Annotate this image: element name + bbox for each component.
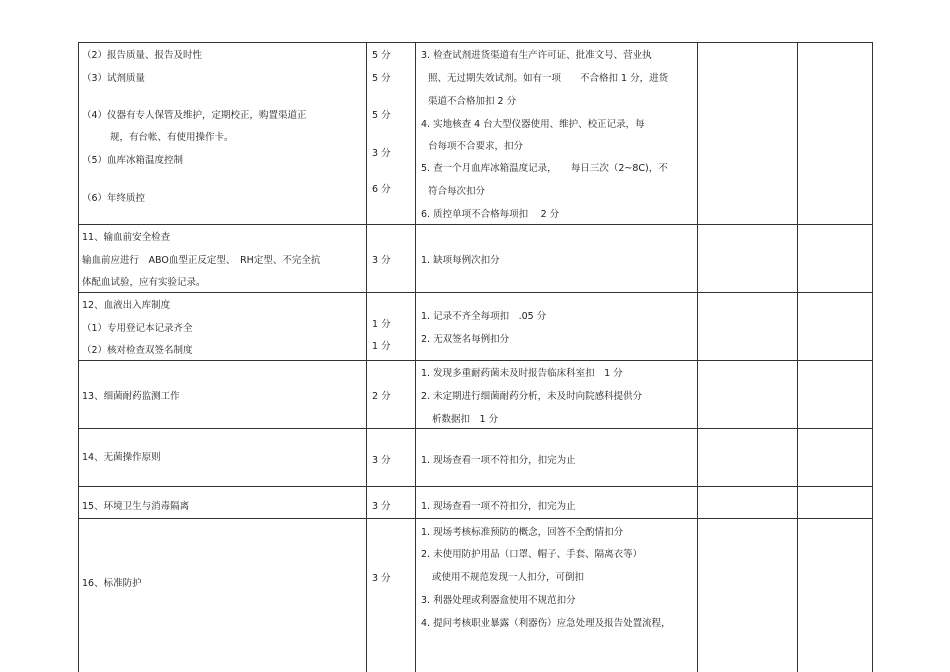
column-divider bbox=[797, 42, 798, 672]
item-text: 输血前应进行 ABO血型正反定型、 RH定型、不完全抗 bbox=[82, 255, 321, 266]
item-text: 15、环境卫生与消毒隔离 bbox=[82, 501, 190, 512]
criteria-text: 3. 检查试剂进货渠道有生产许可证、批准文号、营业执 bbox=[421, 50, 652, 61]
criteria-text: 4. 实地核查 4 台大型仪器使用、维护、校正记录，每 bbox=[421, 119, 645, 130]
score-text: 2 分 bbox=[372, 391, 391, 402]
item-text: （2）核对检查双签名制度 bbox=[82, 345, 193, 356]
criteria-text: 1. 现场考核标准预防的概念，回答不全酌情扣分 bbox=[421, 527, 624, 538]
criteria-text: 1. 记录不齐全每项扣 .05 分 bbox=[421, 311, 547, 322]
criteria-text: 1. 现场查看一项不符扣分，扣完为止 bbox=[421, 455, 576, 466]
score-text: 1 分 bbox=[372, 319, 391, 330]
item-text: 16、标准防护 bbox=[82, 578, 142, 589]
column-divider bbox=[366, 42, 367, 672]
table-border-left bbox=[78, 42, 79, 672]
item-text: （4）仪器有专人保管及维护，定期校正，购置渠道正 bbox=[82, 110, 307, 121]
criteria-text: 2. 未使用防护用品（口罩、帽子、手套、隔离衣等） bbox=[421, 549, 643, 560]
item-text: 12、血液出入库制度 bbox=[82, 300, 171, 311]
score-text: 5 分 bbox=[372, 50, 391, 61]
criteria-text: 符合每次扣分 bbox=[428, 186, 486, 197]
criteria-text: 5. 查一个月血库冰箱温度记录， 每日三次（2~8C)，不 bbox=[421, 163, 668, 174]
row-divider bbox=[78, 360, 873, 361]
item-text: （1）专用登记本记录齐全 bbox=[82, 323, 193, 334]
column-divider bbox=[697, 42, 698, 672]
criteria-text: 渠道不合格加扣 2 分 bbox=[428, 96, 517, 107]
item-text: （6）年终质控 bbox=[82, 193, 146, 204]
score-text: 3 分 bbox=[372, 455, 391, 466]
criteria-text: 1. 现场查看一项不符扣分，扣完为止 bbox=[421, 501, 576, 512]
table-border-right bbox=[872, 42, 873, 672]
item-text: （3）试剂质量 bbox=[82, 73, 146, 84]
criteria-text: 析数据扣 1 分 bbox=[432, 414, 499, 425]
item-text: （2）报告质量、报告及时性 bbox=[82, 50, 203, 61]
row-divider bbox=[78, 292, 873, 293]
item-text: 11、输血前安全检查 bbox=[82, 232, 171, 243]
criteria-text: 1. 发现多重耐药菌未及时报告临床科室扣 1 分 bbox=[421, 368, 623, 379]
column-divider bbox=[415, 42, 416, 672]
item-text: 13、细菌耐药监测工作 bbox=[82, 391, 180, 402]
criteria-text: 2. 无双签名每例扣分 bbox=[421, 334, 510, 345]
row-divider bbox=[78, 486, 873, 487]
row-divider bbox=[78, 518, 873, 519]
table-border-top bbox=[78, 42, 873, 43]
criteria-text: 4. 提问考核职业暴露（利器伤）应急处理及报告处置流程， bbox=[421, 618, 671, 629]
score-text: 3 分 bbox=[372, 255, 391, 266]
row-divider bbox=[78, 224, 873, 225]
item-text: （5）血库冰箱温度控制 bbox=[82, 155, 184, 166]
score-text: 6 分 bbox=[372, 184, 391, 195]
item-text: 14、无菌操作原则 bbox=[82, 452, 161, 463]
criteria-text: 台每项不合要求，扣分 bbox=[428, 141, 524, 152]
score-text: 3 分 bbox=[372, 501, 391, 512]
score-text: 3 分 bbox=[372, 148, 391, 159]
row-divider bbox=[78, 428, 873, 429]
item-text: 规，有台帐、有使用操作卡。 bbox=[110, 132, 234, 143]
score-text: 5 分 bbox=[372, 73, 391, 84]
criteria-text: 6. 质控单项不合格每项扣 2 分 bbox=[421, 209, 560, 220]
score-text: 3 分 bbox=[372, 573, 391, 584]
score-text: 1 分 bbox=[372, 341, 391, 352]
criteria-text: 1. 缺项每例次扣分 bbox=[421, 255, 500, 266]
criteria-text: 2. 未定期进行细菌耐药分析，未及时向院感科提供分 bbox=[421, 391, 643, 402]
criteria-text: 3. 利器处理或利器盒使用不规范扣分 bbox=[421, 595, 576, 606]
score-text: 5 分 bbox=[372, 110, 391, 121]
criteria-text: 或使用不规范发现一人扣分，可倒扣 bbox=[432, 572, 585, 583]
criteria-text: 照、无过期失效试剂。如有一项 不合格扣 1 分，进货 bbox=[428, 73, 669, 84]
item-text: 体配血试验，应有实验记录。 bbox=[82, 277, 206, 288]
